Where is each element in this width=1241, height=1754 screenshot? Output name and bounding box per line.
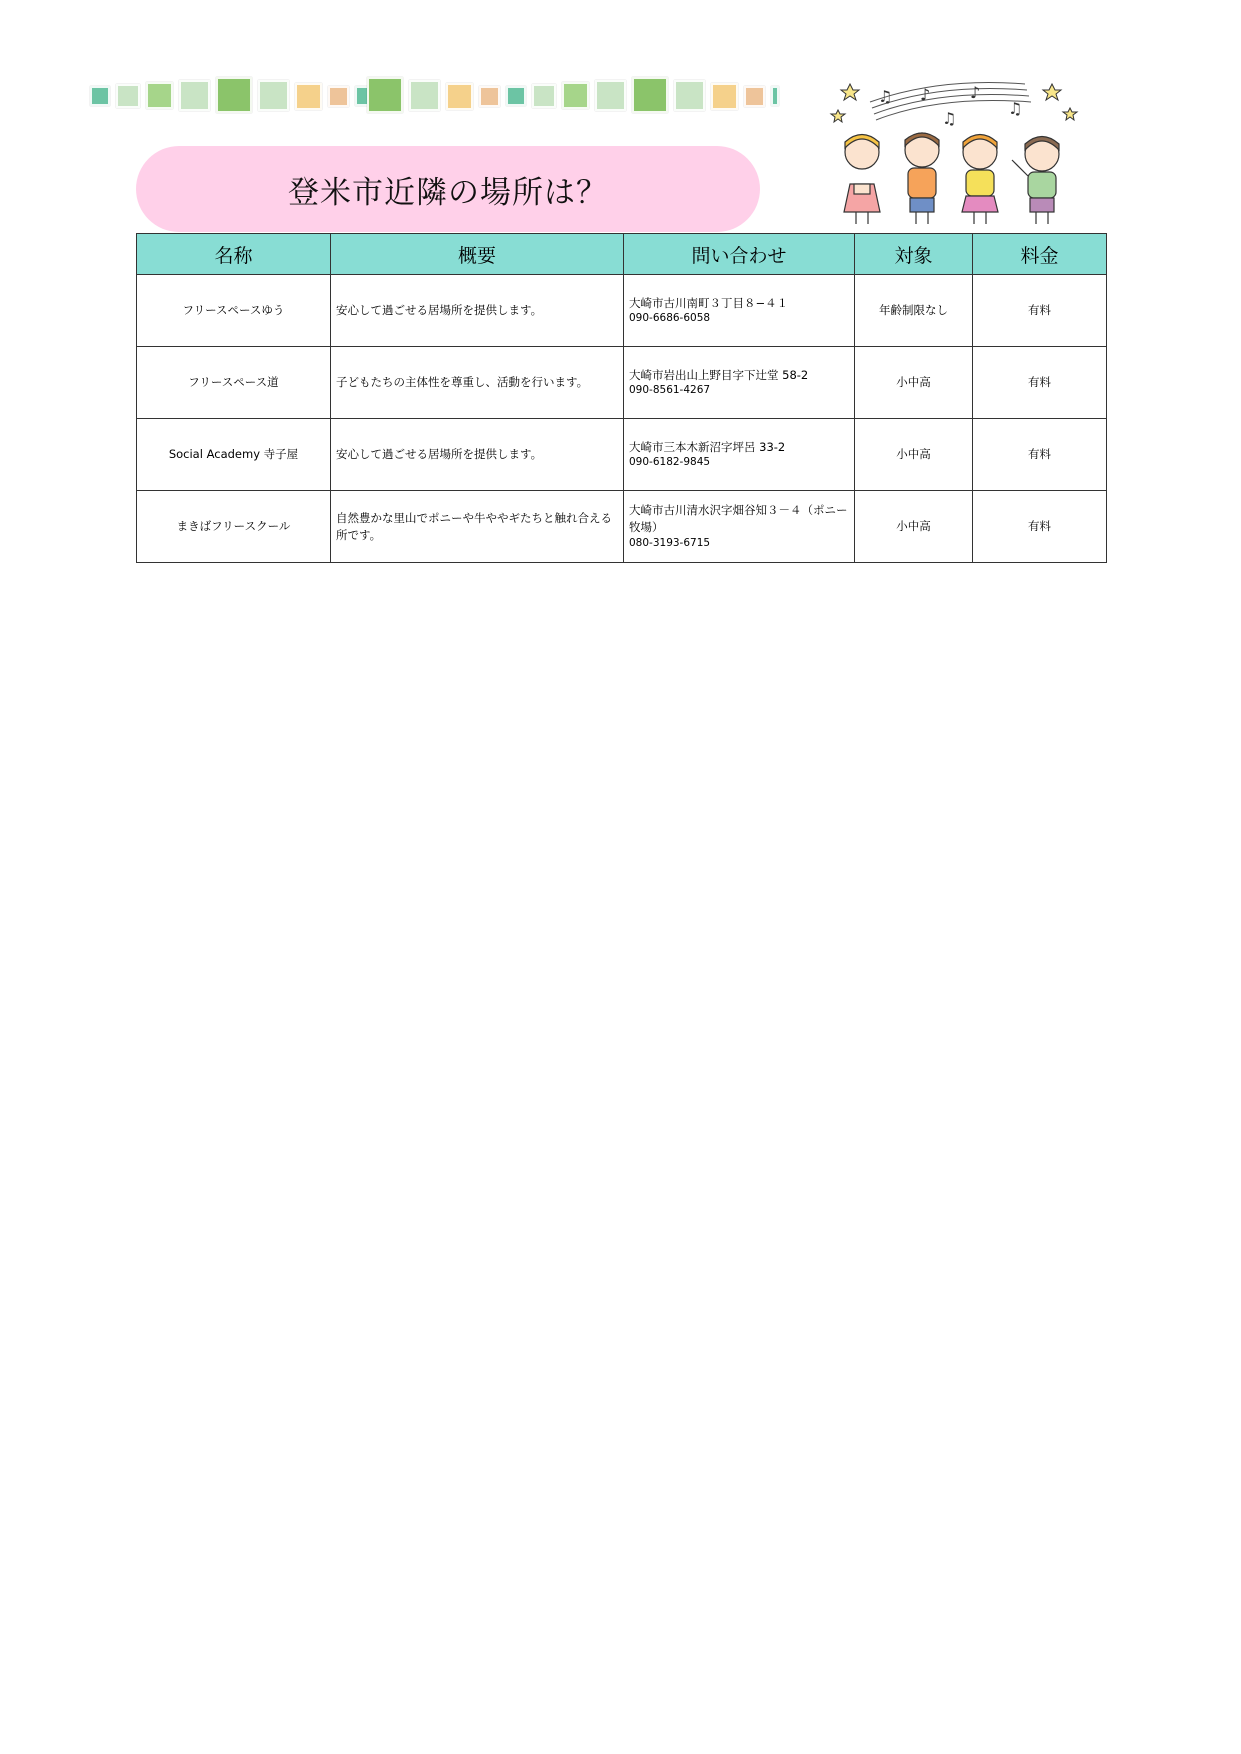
deco-square [562, 82, 589, 109]
deco-square [711, 83, 738, 110]
cell-target: 小中高 [855, 491, 973, 563]
cell-address: 大崎市岩出山上野目字下辻堂 58-2 [629, 367, 809, 382]
cell-summary: 安心して過ごせる居場所を提供します。 [331, 275, 624, 347]
deco-square [367, 77, 403, 113]
cell-contact [624, 491, 855, 563]
page-title: 登米市近隣の場所は？ [288, 174, 608, 211]
cell-summary: 安心して過ごせる居場所を提供します。 [331, 419, 624, 491]
deco-square [446, 83, 473, 110]
cell-phone: 090-6182-9845 [629, 456, 711, 469]
cell-address: 大崎市古川南町３丁目８−４１ [629, 295, 789, 310]
svg-text:♫: ♫ [1008, 99, 1023, 118]
cell-phone: 080-3193-6715 [629, 536, 711, 549]
deco-square [744, 86, 765, 107]
cell-contact [624, 347, 855, 419]
table-row [137, 347, 1107, 419]
deco-square [479, 86, 500, 107]
cell-fee: 有料 [973, 419, 1107, 491]
cell-fee: 有料 [973, 347, 1107, 419]
cell-phone: 090-6686-6058 [629, 312, 711, 325]
deco-square [506, 86, 526, 106]
decorative-squares-banner [90, 76, 810, 116]
cell-summary: 自然豊かな里山でポニーや牛ややギたちと触れ合える所です。 [331, 491, 624, 563]
cell-name: フリースペースゆう [137, 275, 331, 347]
deco-square [295, 83, 322, 110]
svg-text:♪: ♪ [970, 83, 981, 102]
deco-square [595, 80, 626, 111]
cell-contact [624, 275, 855, 347]
deco-square [328, 86, 349, 107]
cell-name: Social Academy 寺子屋 [137, 419, 331, 491]
cell-name: まきばフリースクール [137, 491, 331, 563]
cell-target: 小中高 [855, 347, 973, 419]
cell-address: 大崎市三本木新沼字坪呂 33-2 [629, 439, 786, 454]
deco-square [90, 86, 110, 106]
table-row [137, 275, 1107, 347]
header-summary: 概要 [331, 234, 624, 275]
page-title-banner [136, 146, 760, 232]
cell-phone: 090-8561-4267 [629, 384, 711, 397]
svg-text:♫: ♫ [878, 87, 893, 106]
deco-square [409, 80, 440, 111]
header-name: 名称 [137, 234, 331, 275]
svg-text:♪: ♪ [920, 85, 931, 104]
deco-square [532, 84, 556, 108]
deco-square [116, 84, 140, 108]
deco-square [771, 86, 779, 106]
deco-square [179, 80, 210, 111]
cell-contact [624, 419, 855, 491]
deco-square [258, 80, 289, 111]
svg-text:♫: ♫ [942, 109, 957, 128]
cell-summary: 子どもたちの主体性を尊重し、活動を行います。 [331, 347, 624, 419]
cell-target: 年齢制限なし [855, 275, 973, 347]
header-target: 対象 [855, 234, 973, 275]
table-row [137, 419, 1107, 491]
header-contact: 問い合わせ [624, 234, 855, 275]
table-header-row [137, 234, 1107, 275]
deco-square [674, 80, 705, 111]
places-table [136, 233, 1107, 563]
cell-target: 小中高 [855, 419, 973, 491]
deco-square [216, 77, 252, 113]
cell-address: 大崎市古川清水沢字畑谷知３－４（ポニー牧場） [629, 503, 848, 534]
deco-square [146, 82, 173, 109]
cell-name: フリースペース道 [137, 347, 331, 419]
table-row [137, 491, 1107, 563]
cell-fee: 有料 [973, 275, 1107, 347]
deco-square [632, 77, 668, 113]
cell-fee: 有料 [973, 491, 1107, 563]
singing-children-illustration [820, 72, 1090, 232]
header-fee: 料金 [973, 234, 1107, 275]
